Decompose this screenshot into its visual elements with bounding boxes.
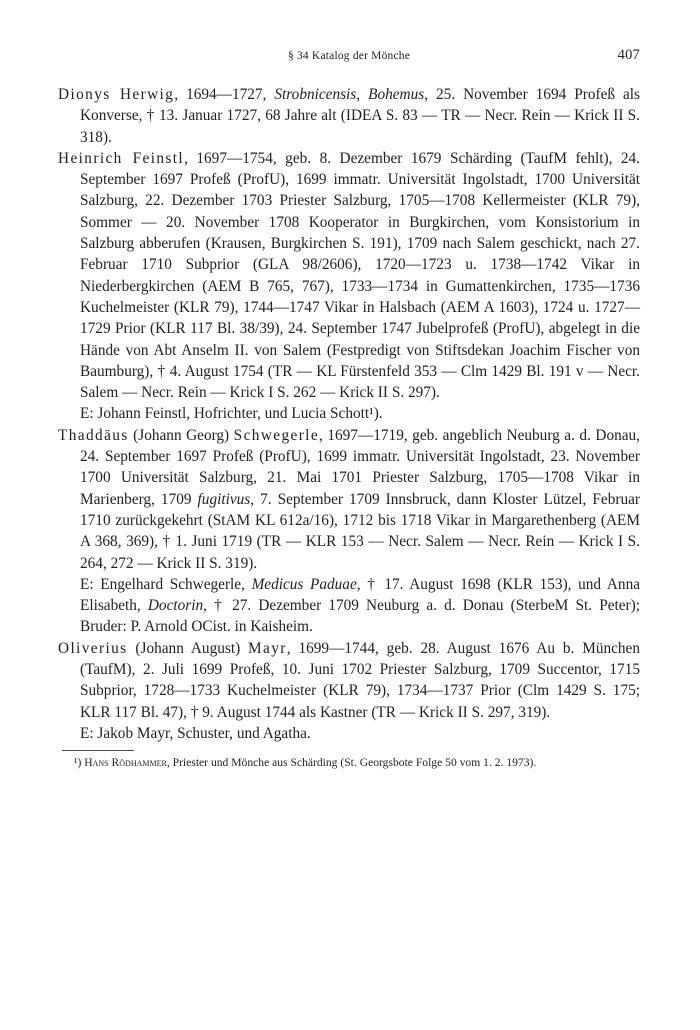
- parents-line: E: Engelhard Schwegerle, Medicus Paduae, † 17. August 1698 (KLR 153), und Anna Elisabeth, Doctorin, † 27. Dezember 1709 Neuburg a. d. Donau (SterbeM St. Peter); Bruder: P. Arnold OCist. in Kaisheim.: [80, 575, 641, 636]
- catalog-entries: [58, 84, 640, 744]
- footnote-marker: ¹): [74, 756, 85, 770]
- footnote-rule: [62, 750, 134, 751]
- monk-name: Heinrich Feinstl: [58, 149, 185, 167]
- monk-name: Thaddäus: [58, 426, 129, 444]
- monk-name: Oliverius: [58, 639, 128, 657]
- monk-name: Dionys Herwig: [58, 86, 175, 103]
- entry-thaddaeus-schwegerle: Thaddäus (Johann Georg) Schwegerle, 1697—1719, geb. angeblich Neuburg a. d. Donau, 24. September 1697 Profeß (ProfU), 1699 immatr. Universität Ingolstadt, 23. November 1700 Universität Salzburg, 21. Mai 1701 Priester Salzburg, 1705—1708 Vikar in Marienberg, 1709 fugitivus, 7. September 1709 Innsbruck, dann Kloster Lützel, Februar 1710 zurückgekehrt (StAM KL 612a/16), 1712 bis 1718 Vikar in Margarethenberg (AEM A 368, 369), † 1. Juni 1719 (TR — KLR 153 — Necr. Salem — Necr. Rein — Krick I S. 264, 272 — Krick II S. 319). E: Engelhard Schwegerle, Medicus Paduae, † 17. August 1698 (KLR 153), und Anna Elisabeth, Doctorin, † 27. Dezember 1709 Neuburg a. d. Donau (SterbeM St. Peter); Bruder: P. Arnold OCist. in Kaisheim.: [58, 425, 640, 638]
- parents-line: E: Johann Feinstl, Hofrichter, und Lucia Schott¹).: [80, 405, 383, 423]
- footnotes: [58, 750, 640, 771]
- footnote-author: Hans Rödhammer: [84, 756, 167, 770]
- page-number: 407: [617, 47, 640, 63]
- entry-oliverius-mayr: Oliverius (Johann August) Mayr, 1699—1744, geb. 28. August 1676 Au b. München (TaufM), 2. Juli 1699 Profeß, 10. Juni 1702 Priester Salzburg, 1709 Succentor, 1715 Subprior, 1728—1733 Kuchelmeister (KLR 79), 1734—1737 Prior (Clm 1429 S. 175; KLR 117 Bl. 47), † 9. August 1744 als Kastner (TR — Krick II S. 297, 319). E: Jakob Mayr, Schuster, und Agatha.: [58, 638, 640, 744]
- footnote-1: ¹) Hans Rödhammer, Priester und Mönche aus Schärding (St. Georgsbote Folge 50 vom 1. 2. 1973).: [74, 756, 537, 770]
- monk-surname: Schwegerle: [233, 426, 320, 444]
- monk-surname: Mayr: [248, 639, 287, 657]
- running-head: [58, 46, 640, 68]
- entry-dionys-herwig: Dionys Herwig, 1694—1727, Strobnicensis, Bohemus, 25. November 1694 Profeß als Konverse, † 13. Januar 1727, 68 Jahre alt (IDEA S. 83 — TR — Necr. Rein — Krick II S. 318).: [58, 86, 641, 146]
- running-title: § 34 Katalog der Mönche: [287, 50, 411, 62]
- book-page: [58, 46, 640, 771]
- entry-heinrich-feinstl: Heinrich Feinstl, 1697—1754, geb. 8. Dezember 1679 Schärding (TaufM fehlt), 24. September 1697 Profeß (ProfU), 1699 immatr. Universität Ingolstadt, 1700 Universität Salzburg, 22. Dezember 1703 Priester Salzburg, 1705—1708 Kellermeister (KLR 79), Sommer — 20. November 1708 Kooperator in Burgkirchen, vom Konsistorium in Salzburg abberufen (Krausen, Burgkirchen S. 191), 1709 nach Salem geschickt, nach 27. Februar 1710 Subprior (GLA 98/2606), 1720—1723 u. 1738—1742 Vikar in Niederbergkirchen (AEM B 765, 767), 1733—1734 in Gumattenkirchen, 1735—1736 Kuchelmeister (KLR 79), 1744—1747 Vikar in Halsbach (AEM A 1603), 1724 u. 1727—1729 Prior (KLR 117 Bl. 38/39), 24. September 1747 Jubelprofeß (ProfU), abgelegt in die Hände von Abt Anselm II. von Salem (Festpredigt von Stiftsdekan Joachim Fischer von Baumburg), † 4. August 1754 (TR — KL Fürstenfeld 353 — Clm 1429 Bl. 191 v — Necr. Salem — Necr. Rein — Krick I S. 262 — Krick II S. 297). E: Johann Feinstl, Hofrichter, und Lucia Schott¹).: [58, 148, 640, 425]
- parents-line: E: Jakob Mayr, Schuster, und Agatha.: [80, 724, 311, 742]
